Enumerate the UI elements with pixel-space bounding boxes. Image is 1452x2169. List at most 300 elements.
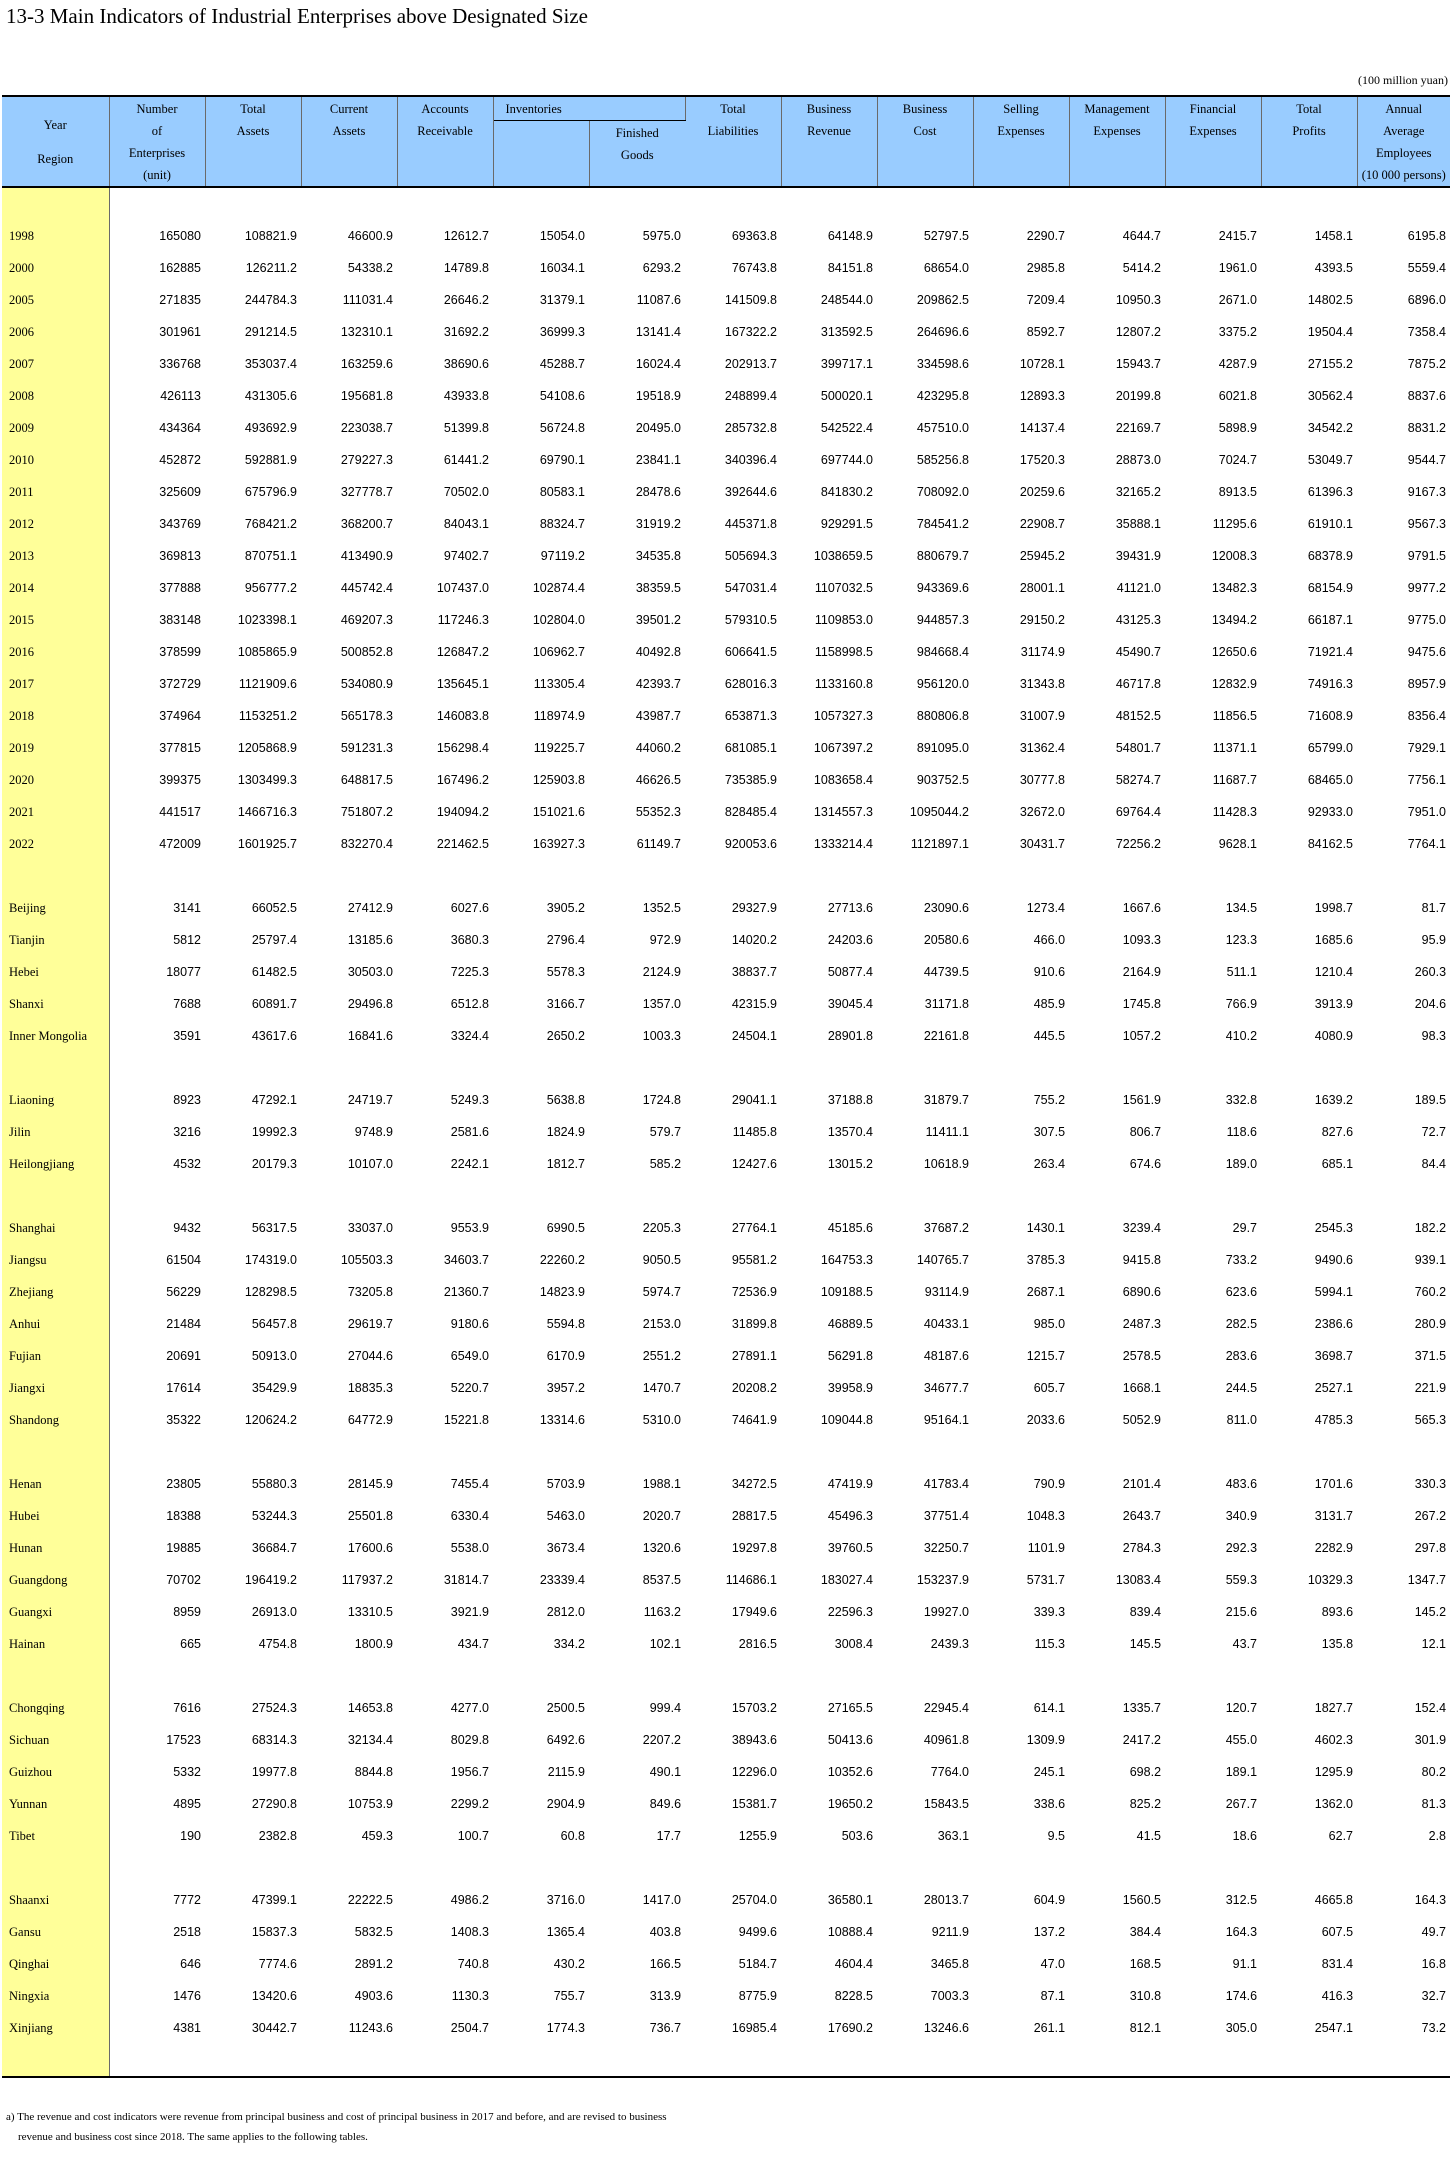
table-cell: 163927.3 (532, 837, 585, 851)
table-cell: 10888.4 (827, 1925, 874, 1939)
header-line: Finished (615, 126, 659, 140)
table-cell: 2115.9 (547, 1765, 585, 1779)
row-label: Hubei (2, 1500, 109, 1532)
table-cell: 1255.9 (738, 1829, 778, 1843)
table-cell: 6890.6 (1122, 1285, 1162, 1299)
table-cell: 5975.0 (642, 229, 682, 243)
table-cell: 39760.5 (827, 1541, 874, 1555)
spacer-cell (973, 860, 1069, 892)
table-cell: 34535.8 (635, 549, 682, 563)
table-cell: 12807.2 (1115, 325, 1162, 339)
table-cell: 26646.2 (443, 293, 489, 307)
table-cell: 31899.8 (731, 1317, 778, 1331)
table-cell: 16024.4 (635, 357, 682, 371)
table-row (2, 1820, 1450, 1852)
table-cell: 267.2 (1414, 1509, 1447, 1523)
spacer-cell (973, 2044, 1069, 2077)
table-cell: 16841.6 (347, 1029, 393, 1043)
table-cell: 445742.4 (340, 581, 393, 595)
spacer-cell (301, 2044, 397, 2077)
table-cell: 849.6 (649, 1797, 682, 1811)
spacer-cell (301, 1660, 397, 1692)
table-cell: 17523 (166, 1733, 201, 1747)
table-cell: 12832.9 (1211, 677, 1258, 691)
table-cell: 15837.3 (251, 1925, 297, 1939)
table-cell: 4785.3 (1314, 1413, 1354, 1427)
table-cell: 17614 (166, 1381, 201, 1395)
table-cell: 472009 (159, 837, 201, 851)
table-cell: 534080.9 (340, 677, 393, 691)
table-cell: 12612.7 (443, 229, 489, 243)
table-cell: 42315.9 (731, 997, 778, 1011)
table-cell: 10352.6 (827, 1765, 874, 1779)
table-cell: 2417.2 (1122, 1733, 1162, 1747)
table-cell: 648817.5 (340, 773, 393, 787)
table-row (2, 412, 1450, 444)
table-cell: 202913.7 (724, 357, 778, 371)
spacer-cell (877, 1180, 973, 1212)
table-cell: 47399.1 (251, 1893, 297, 1907)
table-cell: 28013.7 (923, 1893, 970, 1907)
table-cell: 1057.2 (1122, 1029, 1162, 1043)
table-cell: 6512.8 (450, 997, 489, 1011)
table-row (2, 1148, 1450, 1180)
table-cell: 766.9 (1225, 997, 1258, 1011)
spacer-cell (685, 1852, 781, 1884)
spacer-cell (205, 2044, 301, 2077)
table-cell: 10329.3 (1307, 1573, 1354, 1587)
table-row (2, 1948, 1450, 1980)
table-cell: 66187.1 (1307, 613, 1354, 627)
table-cell: 305.0 (1225, 2021, 1258, 2035)
table-cell: 1335.7 (1122, 1701, 1162, 1715)
table-row (2, 1500, 1450, 1532)
table-cell: 107437.0 (436, 581, 489, 595)
table-row (2, 284, 1450, 316)
table-cell: 38690.6 (443, 357, 489, 371)
spacer-cell (781, 1052, 877, 1084)
table-cell: 22908.7 (1019, 517, 1066, 531)
table-cell: 2164.9 (1122, 965, 1162, 979)
row-label: Guangdong (2, 1564, 109, 1596)
table-cell: 3324.4 (450, 1029, 489, 1043)
table-cell: 261.1 (1033, 2021, 1066, 2035)
table-row (2, 668, 1450, 700)
table-row (2, 348, 1450, 380)
table-row (2, 1084, 1450, 1116)
table-cell: 41.5 (1136, 1829, 1162, 1843)
table-cell: 260.3 (1414, 965, 1447, 979)
spacer-cell (205, 1436, 301, 1468)
table-cell: 1365.4 (546, 1925, 585, 1939)
table-cell: 1163.2 (643, 1605, 682, 1619)
table-cell: 956120.0 (916, 677, 970, 691)
table-cell: 39501.2 (635, 613, 682, 627)
table-cell: 46626.5 (635, 773, 682, 787)
table-cell: 18.6 (1232, 1829, 1258, 1843)
header-business-cost (877, 96, 973, 187)
spacer-row (2, 1052, 1450, 1084)
table-cell: 68378.9 (1307, 549, 1354, 563)
table-cell: 11243.6 (348, 2021, 393, 2035)
table-cell: 43617.6 (251, 1029, 297, 1043)
table-cell: 985.0 (1033, 1317, 1066, 1331)
table-cell: 28001.1 (1019, 581, 1066, 595)
row-label: Shandong (2, 1404, 109, 1436)
row-label: 2008 (2, 380, 109, 412)
spacer-cell (1165, 187, 1261, 220)
table-cell: 69764.4 (1115, 805, 1162, 819)
table-cell: 80.2 (1421, 1765, 1447, 1779)
spacer-cell (589, 187, 685, 220)
header-line: Cost (913, 124, 937, 138)
header-line: Selling (1003, 102, 1039, 116)
table-cell: 325609 (159, 485, 201, 499)
row-label: Hebei (2, 956, 109, 988)
table-cell: 313592.5 (820, 325, 874, 339)
table-cell: 61504 (166, 1253, 201, 1267)
table-cell: 11371.1 (1212, 741, 1258, 755)
table-cell: 153237.9 (916, 1573, 970, 1587)
table-cell: 34677.7 (923, 1381, 970, 1395)
row-label: Guizhou (2, 1756, 109, 1788)
table-cell: 9775.0 (1407, 613, 1447, 627)
spacer-cell (685, 1436, 781, 1468)
table-cell: 31007.9 (1019, 709, 1066, 723)
table-cell: 2985.8 (1026, 261, 1066, 275)
table-cell: 6293.2 (642, 261, 682, 275)
table-cell: 3008.4 (834, 1637, 874, 1651)
header-line: Assets (236, 124, 270, 138)
table-cell: 50413.6 (827, 1733, 874, 1747)
table-cell: 35429.9 (251, 1381, 297, 1395)
table-cell: 271835 (159, 293, 201, 307)
header-line: (unit) (143, 168, 171, 182)
table-cell: 591231.3 (340, 741, 393, 755)
table-cell: 70702 (166, 1573, 201, 1587)
spacer-cell (397, 1852, 493, 1884)
table-cell: 118.6 (1226, 1125, 1258, 1139)
row-label: 2020 (2, 764, 109, 796)
row-label: 2010 (2, 444, 109, 476)
table-row (2, 1308, 1450, 1340)
table-cell: 5812 (173, 933, 201, 947)
row-label: Jiangsu (2, 1244, 109, 1276)
table-cell: 8837.6 (1407, 389, 1447, 403)
table-row (2, 1468, 1450, 1500)
table-cell: 363.1 (937, 1829, 970, 1843)
spacer-cell (685, 187, 781, 220)
table-cell: 1430.1 (1026, 1221, 1066, 1235)
table-cell: 6170.9 (546, 1349, 585, 1363)
table-cell: 372729 (159, 677, 201, 691)
spacer-cell (1069, 1180, 1165, 1212)
table-cell: 1560.5 (1122, 1893, 1162, 1907)
spacer-cell (397, 1436, 493, 1468)
table-cell: 74916.3 (1307, 677, 1354, 691)
spacer-cell (2, 1436, 109, 1468)
table-cell: 7951.0 (1407, 805, 1447, 819)
table-cell: 22161.8 (923, 1029, 970, 1043)
spacer-cell (1069, 1436, 1165, 1468)
table-cell: 23339.4 (539, 1573, 585, 1587)
table-cell: 1095044.2 (909, 805, 970, 819)
table-cell: 20208.2 (731, 1381, 778, 1395)
header-line: Business (806, 102, 852, 116)
table-cell: 3239.4 (1122, 1221, 1162, 1235)
table-row (2, 636, 1450, 668)
table-cell: 1800.9 (354, 1637, 393, 1651)
table-cell: 6027.6 (450, 901, 489, 915)
spacer-cell (1261, 1180, 1357, 1212)
table-cell: 25704.0 (731, 1893, 778, 1907)
spacer-cell (1357, 1052, 1450, 1084)
table-cell: 182.2 (1414, 1221, 1447, 1235)
table-cell: 29.7 (1232, 1221, 1258, 1235)
spacer-cell (877, 1852, 973, 1884)
table-cell: 1357.0 (642, 997, 682, 1011)
header-line: Average (1383, 124, 1425, 138)
spacer-cell (685, 860, 781, 892)
table-cell: 27165.5 (827, 1701, 874, 1715)
table-cell: 29041.1 (731, 1093, 778, 1107)
table-cell: 37687.2 (923, 1221, 970, 1235)
table-cell: 2033.6 (1026, 1413, 1066, 1427)
table-cell: 832270.4 (340, 837, 393, 851)
table-cell: 19927.0 (923, 1605, 970, 1619)
spacer-row (2, 1436, 1450, 1468)
table-cell: 108821.9 (244, 229, 297, 243)
table-cell: 9490.6 (1314, 1253, 1354, 1267)
table-cell: 32250.7 (923, 1541, 970, 1555)
table-cell: 4287.9 (1218, 357, 1258, 371)
spacer-cell (1261, 1052, 1357, 1084)
table-cell: 25797.4 (251, 933, 297, 947)
table-cell: 71608.9 (1307, 709, 1354, 723)
spacer-cell (397, 1660, 493, 1692)
table-cell: 665 (180, 1637, 201, 1651)
spacer-cell (589, 2044, 685, 2077)
table-cell: 3131.7 (1314, 1509, 1354, 1523)
table-cell: 7756.1 (1407, 773, 1447, 787)
table-cell: 37751.4 (923, 1509, 970, 1523)
footnote-line-2: revenue and business cost since 2018. The same applies to the following tables. (18, 2131, 368, 2143)
table-cell: 13310.5 (347, 1605, 393, 1619)
table-cell: 377815 (159, 741, 201, 755)
table-cell: 2816.5 (738, 1637, 778, 1651)
spacer-cell (1069, 1660, 1165, 1692)
table-cell: 9475.6 (1407, 645, 1447, 659)
table-cell: 708092.0 (916, 485, 970, 499)
row-label: 2012 (2, 508, 109, 540)
table-cell: 12.1 (1421, 1637, 1447, 1651)
table-cell: 4381 (173, 2021, 201, 2035)
table-cell: 163259.6 (340, 357, 393, 371)
table-cell: 102874.4 (532, 581, 585, 595)
table-cell: 7764.0 (930, 1765, 970, 1779)
table-cell: 61149.7 (636, 837, 682, 851)
table-cell: 1774.3 (546, 2021, 585, 2035)
footnote (6, 2107, 667, 2147)
table-cell: 31362.4 (1019, 741, 1066, 755)
table-cell: 466.0 (1033, 933, 1066, 947)
table-cell: 248899.4 (724, 389, 778, 403)
table-cell: 604.9 (1033, 1893, 1066, 1907)
table-cell: 2386.6 (1314, 1317, 1354, 1331)
table-cell: 500020.1 (820, 389, 874, 403)
table-cell: 39958.9 (827, 1381, 874, 1395)
spacer-cell (781, 2044, 877, 2077)
spacer-cell (1357, 1436, 1450, 1468)
table-cell: 120.7 (1225, 1701, 1258, 1715)
table-cell: 72536.9 (731, 1285, 778, 1299)
table-cell: 1067397.2 (813, 741, 874, 755)
table-cell: 374964 (159, 709, 201, 723)
table-cell: 135.8 (1321, 1637, 1354, 1651)
row-label: 2021 (2, 796, 109, 828)
table-cell: 29327.9 (731, 901, 778, 915)
table-cell: 36999.3 (539, 325, 585, 339)
table-cell: 1303499.3 (237, 773, 297, 787)
table-cell: 23841.1 (635, 453, 682, 467)
table-row (2, 444, 1450, 476)
table-cell: 30562.4 (1307, 389, 1354, 403)
table-cell: 1083658.4 (813, 773, 874, 787)
table-cell: 56291.8 (827, 1349, 874, 1363)
table-cell: 84162.5 (1307, 837, 1354, 851)
row-label: Liaoning (2, 1084, 109, 1116)
table-cell: 377888 (159, 581, 201, 595)
table-cell: 2500.5 (546, 1701, 585, 1715)
table-cell: 2518 (173, 1925, 201, 1939)
row-label: Shanxi (2, 988, 109, 1020)
table-cell: 920053.6 (724, 837, 778, 851)
table-cell: 72256.2 (1115, 837, 1162, 851)
table-cell: 27155.2 (1307, 357, 1354, 371)
table-cell: 39431.9 (1115, 549, 1162, 563)
table-cell: 5559.4 (1407, 261, 1447, 275)
row-label: 2022 (2, 828, 109, 860)
table-cell: 3375.2 (1218, 325, 1258, 339)
table-cell: 1827.7 (1314, 1701, 1354, 1715)
table-cell: 81.3 (1421, 1797, 1447, 1811)
table-cell: 221462.5 (436, 837, 489, 851)
row-label: 2019 (2, 732, 109, 764)
header-management-expenses (1069, 96, 1165, 187)
table-cell: 1685.6 (1314, 933, 1354, 947)
indicators-table (2, 95, 1450, 2078)
table-cell: 51399.8 (443, 421, 489, 435)
table-cell: 87.1 (1040, 1989, 1066, 2003)
header-inventories-blank (493, 121, 589, 188)
table-cell: 20495.0 (635, 421, 682, 435)
table-cell: 1215.7 (1026, 1349, 1066, 1363)
spacer-cell (2, 1852, 109, 1884)
table-cell: 125903.8 (532, 773, 585, 787)
table-cell: 71921.4 (1307, 645, 1354, 659)
table-cell: 755.7 (553, 1989, 585, 2003)
table-cell: 870751.1 (244, 549, 297, 563)
spacer-cell (973, 1052, 1069, 1084)
spacer-cell (2, 860, 109, 892)
table-row (2, 252, 1450, 284)
table-cell: 114686.1 (725, 1573, 778, 1587)
spacer-cell (1357, 1180, 1450, 1212)
table-cell: 11411.1 (925, 1125, 970, 1139)
table-cell: 137.2 (1033, 1925, 1066, 1939)
table-cell: 811.0 (1226, 1413, 1258, 1427)
table-cell: 118974.9 (533, 709, 585, 723)
table-row (2, 828, 1450, 860)
table-cell: 1668.1 (1122, 1381, 1162, 1395)
table-row (2, 1564, 1450, 1596)
table-cell: 5249.3 (450, 1093, 489, 1107)
table-cell: 61910.1 (1307, 517, 1354, 531)
table-cell: 49.7 (1421, 1925, 1447, 1939)
table-cell: 297.8 (1414, 1541, 1447, 1555)
table-row (2, 476, 1450, 508)
table-cell: 445.5 (1033, 1029, 1066, 1043)
row-label: 2009 (2, 412, 109, 444)
table-cell: 245.1 (1033, 1765, 1066, 1779)
table-cell: 2242.1 (450, 1157, 489, 1171)
table-cell: 9.5 (1047, 1829, 1066, 1843)
table-cell: 413490.9 (340, 549, 393, 563)
table-cell: 31379.1 (539, 293, 585, 307)
spacer-cell (877, 1660, 973, 1692)
table-cell: 2578.5 (1122, 1349, 1162, 1363)
spacer-cell (109, 1180, 205, 1212)
table-cell: 10950.3 (1115, 293, 1162, 307)
table-cell: 45185.6 (827, 1221, 874, 1235)
table-cell: 95581.2 (731, 1253, 778, 1267)
table-cell: 4080.9 (1314, 1029, 1354, 1043)
table-cell: 2205.3 (642, 1221, 682, 1235)
table-cell: 16985.4 (731, 2021, 778, 2035)
table-cell: 903752.5 (916, 773, 970, 787)
header-line: Employees (1375, 146, 1432, 160)
table-cell: 244.5 (1225, 1381, 1258, 1395)
header-selling-expenses (973, 96, 1069, 187)
table-cell: 5703.9 (546, 1477, 585, 1491)
row-label: 2016 (2, 636, 109, 668)
table-cell: 38943.6 (731, 1733, 778, 1747)
header-line: Profits (1292, 124, 1326, 138)
table-cell: 3166.7 (546, 997, 585, 1011)
table-cell: 1724.8 (642, 1093, 682, 1107)
spacer-cell (1357, 1660, 1450, 1692)
table-cell: 334598.6 (916, 357, 970, 371)
table-cell: 9415.8 (1122, 1253, 1162, 1267)
row-label: 2006 (2, 316, 109, 348)
table-cell: 18077 (166, 965, 201, 979)
table-cell: 73205.8 (347, 1285, 393, 1299)
table-cell: 36684.7 (251, 1541, 297, 1555)
table-cell: 44739.5 (923, 965, 970, 979)
table-cell: 30777.8 (1019, 773, 1066, 787)
table-cell: 164.3 (1414, 1893, 1447, 1907)
table-cell: 6990.5 (546, 1221, 585, 1235)
table-cell: 9544.7 (1407, 453, 1447, 467)
table-cell: 452872 (159, 453, 201, 467)
table-cell: 215.6 (1225, 1605, 1258, 1619)
table-cell: 939.1 (1414, 1253, 1447, 1267)
table-cell: 1133160.8 (814, 677, 874, 691)
spacer-cell (2, 1052, 109, 1084)
table-cell: 459.3 (361, 1829, 393, 1843)
table-cell: 22596.3 (827, 1605, 874, 1619)
table-cell: 141509.8 (724, 293, 778, 307)
